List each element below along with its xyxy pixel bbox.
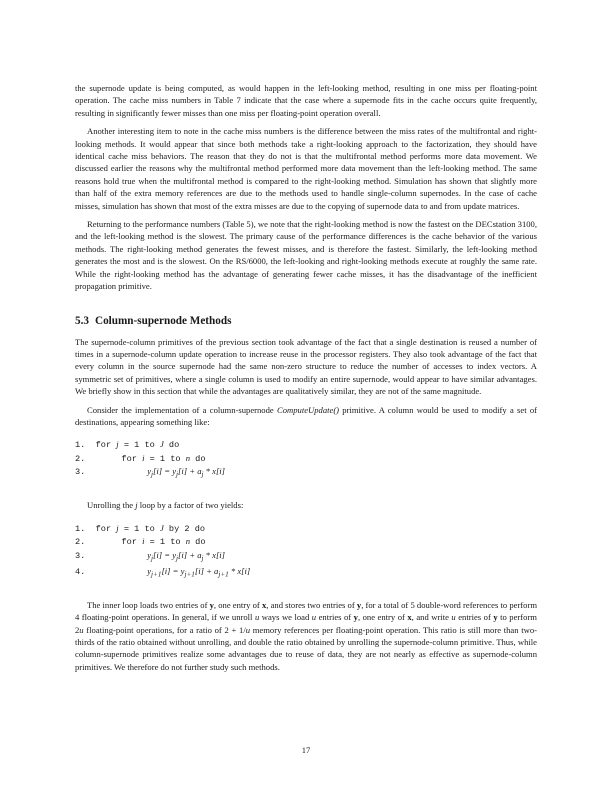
code-line: 4. $y_{j+1}[i] = y_{j+1}[i] + a_{j+1} * x[i]$ bbox=[75, 565, 251, 579]
code-line: 1. for j = 1 to J by 2 do bbox=[75, 522, 206, 534]
paragraph-4: The supernode-column primitives of the previous section took advantage of the fact that a single destination is reused a number of times in a supernode-column update operation to increase reuse in the processor registers. They also took advantage of the fact that every column in the source supernode had the same non-zero structure to reduce the number of accesses to index vectors. A symmetric set of primitives, where a single column is used to modify an entire supernode, would appear to have similar advantages. We briefly show in this section that while the advantages are qualitatively similar, they are not of the same magnitude. bbox=[75, 336, 537, 397]
code-line: 2. for i = 1 to n do bbox=[75, 452, 206, 464]
code-line: 3. $y_j[i] = y_j[i] + a_j * x[i]$ bbox=[75, 466, 226, 479]
page-body bbox=[75, 82, 537, 673]
code-line: 3. $y_j[i] = y_j[i] + a_j * x[i]$ bbox=[75, 549, 226, 563]
page-number: 17 bbox=[301, 745, 311, 755]
paragraph-2: Another interesting item to note in the cache miss numbers is the difference between the miss rates of the multifrontal and right-looking methods. It would appear that since both methods take a right-looking approach to the factorization, they should have identical cache miss behaviors. The reason that they do not is that the multifrontal method performs more data movement. We discussed earlier the reasons why the multifrontal method performed more data movement than the left-looking method. The same reasons hold true when the multifrontal method is compared to the right-looking method. Simulation has shown that slightly more than half of the extra memory references are due to the methods used to handle single-column supernodes. In the case of cache misses, simulation has shown that most of the extra misses are due to the copying of supernode data to and from update matrices. bbox=[75, 126, 537, 211]
function-name: ComputeUpdate() bbox=[276, 404, 340, 415]
paragraph-3: Returning to the performance numbers (Table 5), we note that the right-looking method is now the fastest on the DECstation 3100, and the left-looking method is the slowest. The primary cause of the performance differences is the cache behavior of the various methods. The right-looking method generates the fewest misses, and is therefore the fastest. Similarly, the left-looking method generates the most and is the slowest. On the RS/6000, the left-looking and right-looking methods execute at roughly the same rate. While the right-looking method has the advantage of generating fewer cache misses, it has the disadvantage of the inefficient propagation primitive. bbox=[75, 219, 537, 292]
code-line: 2. for i = 1 to n do bbox=[75, 536, 206, 548]
paragraph-7: The inner loop loads two entries of y, one entry of x, and stores two entries of y, for a total of 5 double-word references to perform 4 floating-point operations. In general, if we unroll u ways we load u entries of y, one entry of x, and write u entries of y to perform 2u floating-point operations, for a ratio of 2 + 1/u memory references per floating-point operation. This ratio is still more than two-thirds of the ratio obtained without unrolling, and double the ratio obtained by unrolling the supernode-column primitive. Thus, while column-supernode primitives realize some advantages due to reuse of data, they are not nearly as effective as supernode-column primitives. We therefore do not further study such methods. bbox=[75, 599, 538, 672]
section-number: 5.3 bbox=[75, 314, 89, 327]
code-line: 1. for j = 1 to J do bbox=[75, 439, 180, 451]
paragraph-6: Unrolling the j loop by a factor of two yields: bbox=[87, 500, 244, 511]
code-block-1 bbox=[75, 438, 537, 481]
code-block-2 bbox=[75, 522, 537, 581]
section-title: Column-supernode Methods bbox=[94, 314, 232, 327]
section-heading bbox=[75, 315, 537, 327]
paragraph-5: Consider the implementation of a column-supernode ComputeUpdate() primitive. A column would be used to modify a set of destinations, appearing something like: bbox=[75, 404, 537, 427]
paragraph-1: the supernode update is being computed, as would happen in the left-looking method, resulting in one miss per floating-point operation. The cache miss numbers in Table 7 indicate that the case where a supernode fits in the cache occurs quite frequently, resulting in significantly fewer misses than one miss per floating-point operation overall. bbox=[75, 83, 537, 118]
